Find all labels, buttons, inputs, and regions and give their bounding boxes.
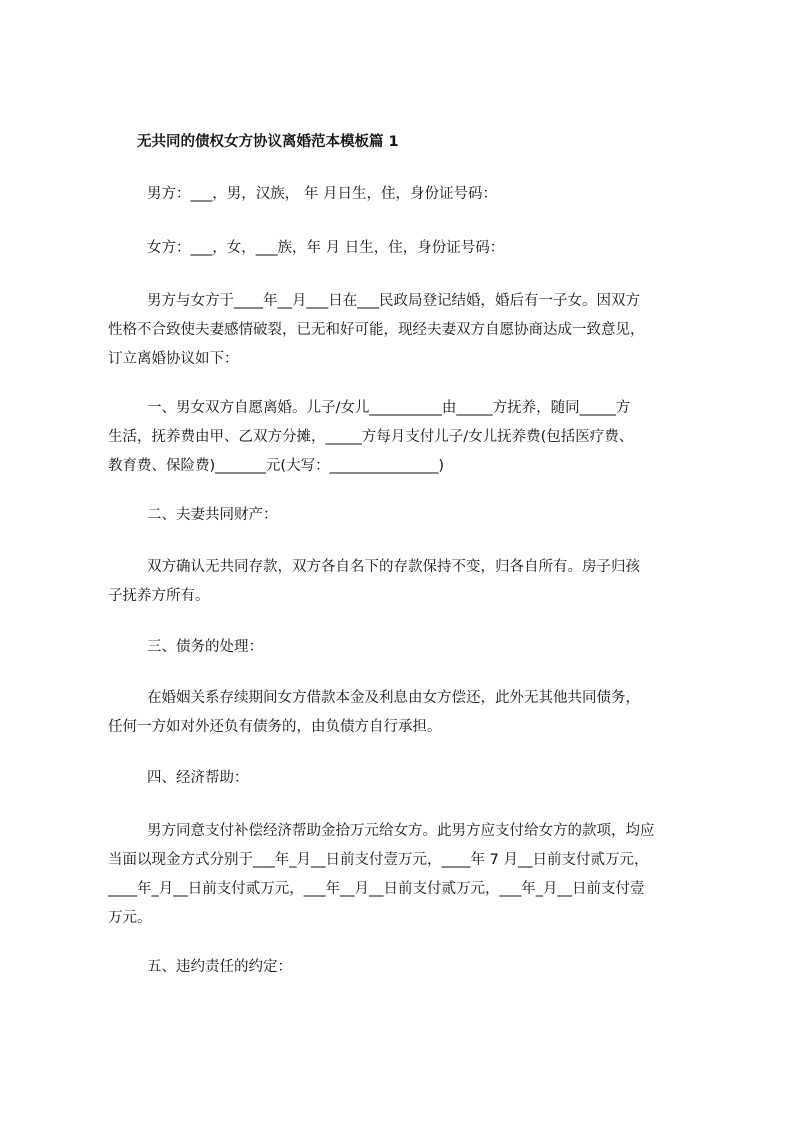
intro-line: 性格不合致使夫妻感情破裂，已无和好可能，现经夫妻双方自愿协商达成一致意见， (108, 322, 645, 338)
section3-heading: 三、债务的处理： (147, 639, 263, 655)
section2-heading: 二、夫妻共同财产： (147, 507, 278, 523)
document-title: 无共同的债权女方协议离婚范本模板篇 1 (137, 134, 399, 150)
section2-line: 双方确认无共同存款，双方各自名下的存款保持不变，归各自所有。房子归孩 (147, 559, 640, 575)
section4-paragraph (108, 817, 668, 933)
section3-line: 任何一方如对外还负有债务的，由负债方自行承担。 (108, 719, 442, 735)
section3-paragraph (108, 684, 668, 742)
section2-line: 子抚养方所有。 (108, 588, 210, 604)
section1-line: 生活，抚养费由甲、乙双方分摊，_____方每月支付儿子/女儿抚养费(包括医疗费、 (108, 429, 634, 445)
section1-line: 教育费、保险费)_______元(大写：_______________) (108, 458, 444, 474)
section4-line: 当面以现金方式分别于___年_月__日前支付壹万元，____年 7 月__日前支付贰万元， (108, 852, 649, 868)
section1-paragraph (108, 394, 668, 481)
section4-line: ____年_月__日前支付贰万元，___年__月__日前支付贰万元，___年_月__日前支付壹 (108, 881, 645, 897)
section4-line: 男方同意支付补偿经济帮助金拾万元给女方。此男方应支付给女方的款项，均应 (147, 823, 655, 839)
section4-heading: 四、经济帮助： (147, 770, 249, 786)
section3-line: 在婚姻关系存续期间女方借款本金及利息由女方偿还，此外无其他共同债务， (147, 690, 640, 706)
intro-line: 男方与女方于____年__月___日在___民政局登记结婚，婚后有一子女。因双方 (147, 293, 640, 309)
section5-heading: 五、违约责任的约定： (147, 959, 292, 975)
section1-line: 一、男女双方自愿离婚。儿子/女儿__________由_____方抚养，随同_____方 (147, 400, 631, 416)
intro-line: 订立离婚协议如下： (108, 351, 239, 367)
male-party-line: 男方：___，男，汉族， 年 月日生，住，身份证号码： (147, 186, 497, 202)
section4-line: 万元。 (108, 910, 152, 926)
female-party-line: 女方：___，女，___族，年 月 日生，住，身份证号码： (147, 240, 505, 256)
section2-paragraph (108, 553, 668, 611)
intro-paragraph (108, 287, 668, 374)
